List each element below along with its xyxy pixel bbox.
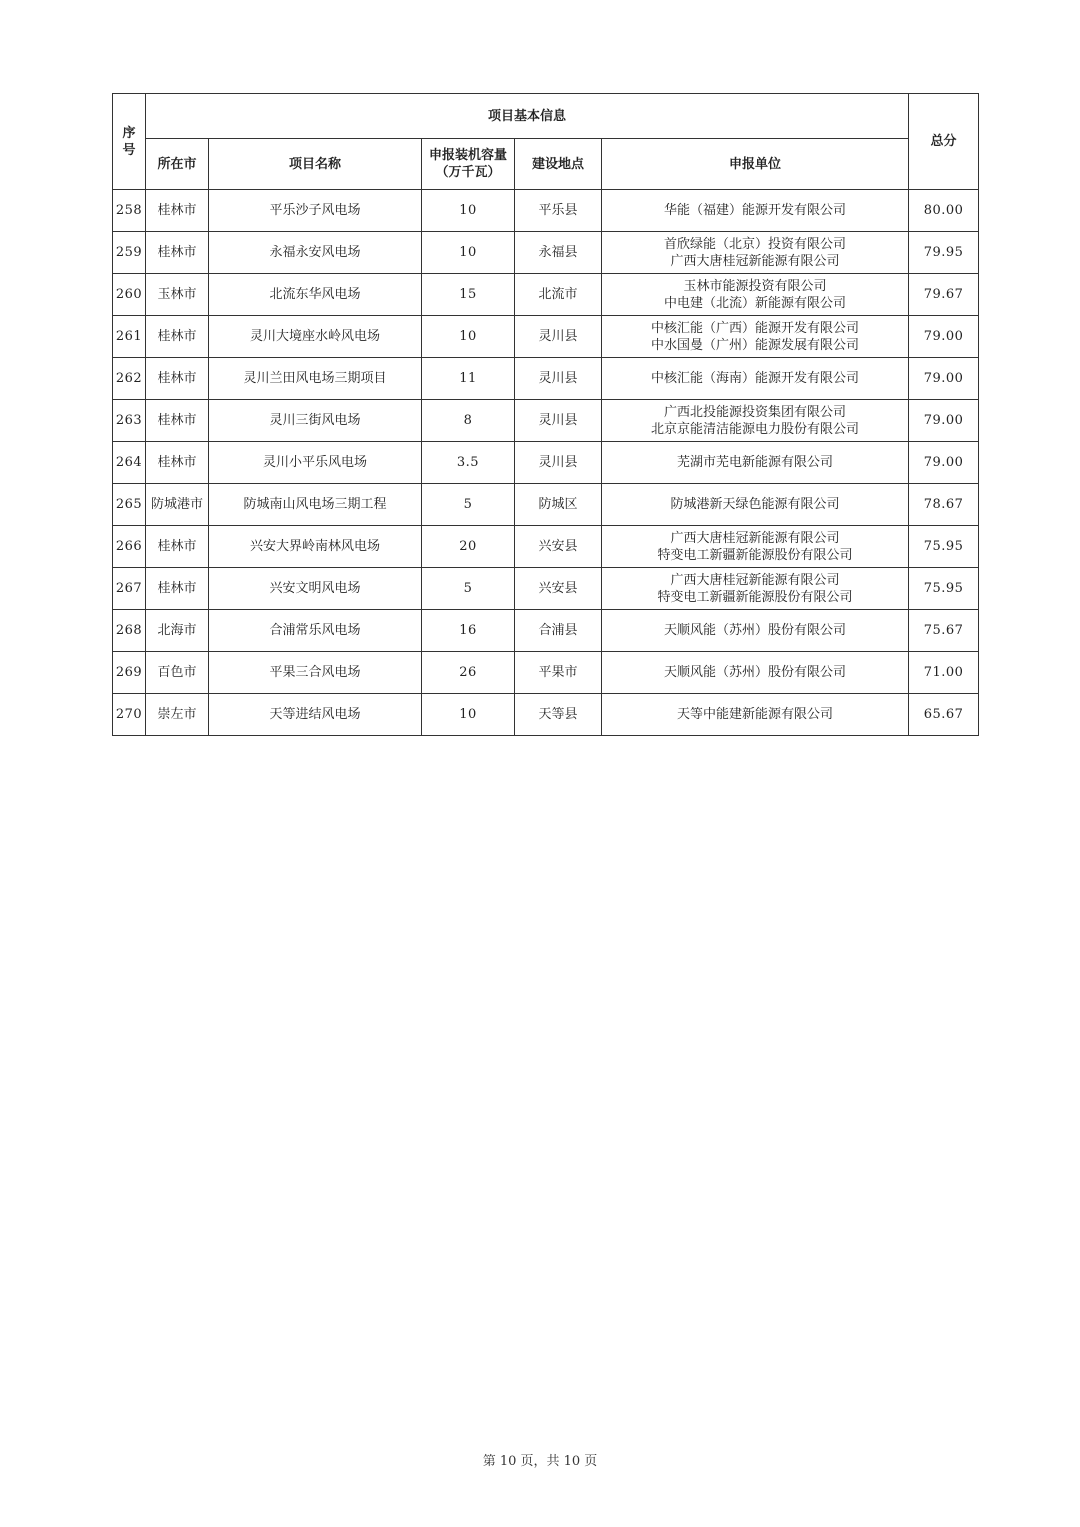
score-cell: 75.67: [909, 610, 979, 652]
seq-header: [113, 94, 146, 190]
score-cell: 79.00: [909, 442, 979, 484]
project-name-cell: 永福永安风电场: [209, 232, 422, 274]
project-name-cell: 灵川小平乐风电场: [209, 442, 422, 484]
project-name-cell: 兴安文明风电场: [209, 568, 422, 610]
city-cell: 百色市: [146, 652, 209, 694]
city-header: 所在市: [146, 139, 209, 190]
table-row: [113, 484, 979, 526]
score-cell: 79.67: [909, 274, 979, 316]
applicant-cell: [602, 526, 909, 568]
applicant-cell: [602, 610, 909, 652]
seq-cell: 263: [113, 400, 146, 442]
applicant-line: 首欣绿能（北京）投资有限公司: [664, 236, 847, 252]
seq-cell: 258: [113, 190, 146, 232]
capacity-cell: 10: [422, 316, 515, 358]
applicant-line: 玉林市能源投资有限公司: [683, 278, 827, 294]
applicant-line: 中核汇能（广西）能源开发有限公司: [651, 320, 860, 336]
capacity-cell: 5: [422, 568, 515, 610]
site-cell: 永福县: [515, 232, 602, 274]
city-cell: 桂林市: [146, 442, 209, 484]
city-cell: 北海市: [146, 610, 209, 652]
capacity-cell: 10: [422, 190, 515, 232]
applicant-line: 广西大唐桂冠新能源有限公司: [670, 572, 840, 588]
site-cell: 天等县: [515, 694, 602, 736]
applicant-line: 天顺风能（苏州）股份有限公司: [664, 665, 847, 680]
applicant-cell: [602, 358, 909, 400]
applicant-line: 特变电工新疆新能源股份有限公司: [657, 547, 853, 563]
city-cell: 桂林市: [146, 400, 209, 442]
applicant-cell: [602, 232, 909, 274]
score-cell: 79.00: [909, 400, 979, 442]
project-name-header: 项目名称: [209, 139, 422, 190]
table-row: [113, 526, 979, 568]
seq-cell: 267: [113, 568, 146, 610]
project-name-cell: 平乐沙子风电场: [209, 190, 422, 232]
site-cell: 灵川县: [515, 358, 602, 400]
score-cell: 79.95: [909, 232, 979, 274]
seq-cell: 262: [113, 358, 146, 400]
seq-cell: 264: [113, 442, 146, 484]
city-cell: 玉林市: [146, 274, 209, 316]
capacity-header-line2: （万千瓦）: [435, 165, 501, 180]
site-cell: 平果市: [515, 652, 602, 694]
table-row: [113, 274, 979, 316]
seq-cell: 269: [113, 652, 146, 694]
capacity-cell: 16: [422, 610, 515, 652]
capacity-cell: 20: [422, 526, 515, 568]
seq-header-text: 序号: [122, 125, 136, 158]
city-cell: 桂林市: [146, 358, 209, 400]
score-cell: 79.00: [909, 358, 979, 400]
score-cell: 75.95: [909, 526, 979, 568]
city-cell: 桂林市: [146, 232, 209, 274]
seq-cell: 270: [113, 694, 146, 736]
site-cell: 兴安县: [515, 568, 602, 610]
capacity-cell: 15: [422, 274, 515, 316]
table-row: [113, 694, 979, 736]
site-cell: 灵川县: [515, 400, 602, 442]
capacity-header: [422, 139, 515, 190]
seq-cell: 268: [113, 610, 146, 652]
applicant-cell: [602, 694, 909, 736]
applicant-line: 中电建（北流）新能源有限公司: [664, 295, 847, 311]
project-name-cell: 灵川大境座水岭风电场: [209, 316, 422, 358]
capacity-cell: 8: [422, 400, 515, 442]
applicant-line: 北京京能清洁能源电力股份有限公司: [651, 421, 860, 437]
table-row: [113, 232, 979, 274]
project-name-cell: 灵川兰田风电场三期项目: [209, 358, 422, 400]
capacity-cell: 5: [422, 484, 515, 526]
applicant-line: 中核汇能（海南）能源开发有限公司: [651, 371, 860, 386]
table-row: [113, 652, 979, 694]
applicant-line: 中水国曼（广州）能源发展有限公司: [651, 337, 860, 353]
project-name-cell: 天等进结风电场: [209, 694, 422, 736]
applicant-cell: [602, 274, 909, 316]
score-cell: 71.00: [909, 652, 979, 694]
project-name-cell: 合浦常乐风电场: [209, 610, 422, 652]
seq-cell: 265: [113, 484, 146, 526]
city-cell: 防城港市: [146, 484, 209, 526]
table-row: [113, 568, 979, 610]
applicant-line: 广西大唐桂冠新能源有限公司: [670, 253, 840, 269]
capacity-cell: 3.5: [422, 442, 515, 484]
applicant-line: 天等中能建新能源有限公司: [677, 707, 834, 722]
project-name-cell: 北流东华风电场: [209, 274, 422, 316]
project-name-cell: 防城南山风电场三期工程: [209, 484, 422, 526]
capacity-cell: 10: [422, 232, 515, 274]
site-cell: 灵川县: [515, 442, 602, 484]
project-name-cell: 兴安大界岭南林风电场: [209, 526, 422, 568]
applicant-cell: [602, 316, 909, 358]
score-header: 总分: [909, 94, 979, 190]
seq-cell: 260: [113, 274, 146, 316]
site-cell: 北流市: [515, 274, 602, 316]
applicant-cell: [602, 568, 909, 610]
applicant-cell: [602, 484, 909, 526]
city-cell: 桂林市: [146, 190, 209, 232]
applicant-line: 芜湖市芜电新能源有限公司: [677, 455, 834, 470]
project-name-cell: 灵川三街风电场: [209, 400, 422, 442]
capacity-header-line1: 申报装机容量: [428, 148, 507, 163]
score-cell: 78.67: [909, 484, 979, 526]
score-cell: 79.00: [909, 316, 979, 358]
capacity-cell: 11: [422, 358, 515, 400]
seq-cell: 259: [113, 232, 146, 274]
capacity-cell: 10: [422, 694, 515, 736]
score-cell: 65.67: [909, 694, 979, 736]
applicant-line: 防城港新天绿色能源有限公司: [670, 497, 840, 512]
applicant-line: 天顺风能（苏州）股份有限公司: [664, 623, 847, 638]
table-row: [113, 316, 979, 358]
city-cell: 桂林市: [146, 526, 209, 568]
site-cell: 平乐县: [515, 190, 602, 232]
page-footer: 第 10 页，共 10 页: [482, 1454, 598, 1469]
table-row: [113, 190, 979, 232]
applicant-line: 特变电工新疆新能源股份有限公司: [657, 589, 853, 605]
score-cell: 75.95: [909, 568, 979, 610]
table-row: [113, 610, 979, 652]
applicant-line: 广西大唐桂冠新能源有限公司: [670, 530, 840, 546]
city-cell: 崇左市: [146, 694, 209, 736]
score-cell: 80.00: [909, 190, 979, 232]
capacity-cell: 26: [422, 652, 515, 694]
site-cell: 兴安县: [515, 526, 602, 568]
seq-cell: 261: [113, 316, 146, 358]
applicant-cell: [602, 190, 909, 232]
site-cell: 合浦县: [515, 610, 602, 652]
table-body: [113, 190, 979, 736]
applicant-cell: [602, 400, 909, 442]
table-row: [113, 358, 979, 400]
site-header: 建设地点: [515, 139, 602, 190]
site-cell: 防城区: [515, 484, 602, 526]
city-cell: 桂林市: [146, 316, 209, 358]
seq-cell: 266: [113, 526, 146, 568]
applicant-cell: [602, 442, 909, 484]
project-table: [112, 93, 979, 736]
basic-info-header: 项目基本信息: [146, 94, 909, 139]
table-row: [113, 400, 979, 442]
applicant-line: 华能（福建）能源开发有限公司: [664, 203, 847, 218]
project-name-cell: 平果三合风电场: [209, 652, 422, 694]
applicant-cell: [602, 652, 909, 694]
table-row: [113, 442, 979, 484]
site-cell: 灵川县: [515, 316, 602, 358]
applicant-header: 申报单位: [602, 139, 909, 190]
applicant-line: 广西北投能源投资集团有限公司: [664, 404, 847, 420]
city-cell: 桂林市: [146, 568, 209, 610]
